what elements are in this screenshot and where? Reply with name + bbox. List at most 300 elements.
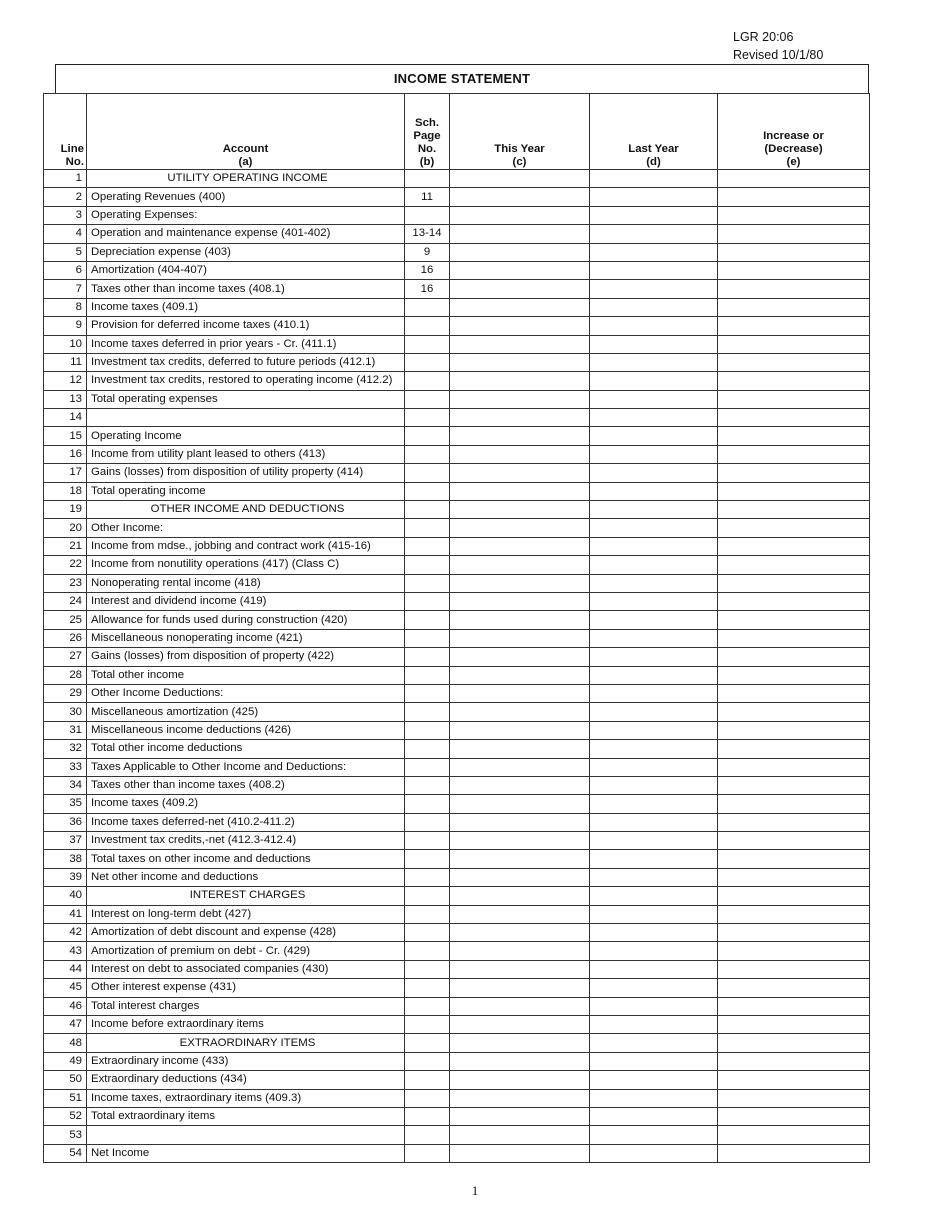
this-year-cell[interactable] (450, 942, 590, 960)
schedule-page-number (405, 960, 450, 978)
account-label: Taxes other than income taxes (408.1) (87, 280, 405, 298)
header-account: Account (a) (87, 94, 405, 170)
last-year-cell[interactable] (590, 556, 718, 574)
last-year-cell[interactable] (590, 813, 718, 831)
line-number: 26 (44, 629, 87, 647)
last-year-cell[interactable] (590, 1107, 718, 1125)
last-year-cell[interactable] (590, 206, 718, 224)
this-year-cell[interactable] (450, 519, 590, 537)
increase-decrease-cell[interactable] (718, 206, 870, 224)
increase-decrease-cell[interactable] (718, 280, 870, 298)
form-code: LGR 20:06 (733, 30, 794, 44)
increase-decrease-cell[interactable] (718, 1144, 870, 1162)
increase-decrease-cell[interactable] (718, 1107, 870, 1125)
last-year-cell[interactable] (590, 537, 718, 555)
schedule-page-number (405, 556, 450, 574)
table-row (44, 868, 870, 886)
table-row (44, 703, 870, 721)
last-year-cell[interactable] (590, 280, 718, 298)
line-number: 5 (44, 243, 87, 261)
increase-decrease-cell[interactable] (718, 721, 870, 739)
account-label: Provision for deferred income taxes (410.1) (87, 317, 405, 335)
account-label: Extraordinary deductions (434) (87, 1071, 405, 1089)
this-year-cell[interactable] (450, 887, 590, 905)
account-label: Operating Income (87, 427, 405, 445)
last-year-cell[interactable] (590, 684, 718, 702)
table-row (44, 684, 870, 702)
table-row (44, 464, 870, 482)
last-year-cell[interactable] (590, 703, 718, 721)
account-label: Gains (losses) from disposition of utility property (414) (87, 464, 405, 482)
increase-decrease-cell[interactable] (718, 905, 870, 923)
this-year-cell[interactable] (450, 353, 590, 371)
line-number: 28 (44, 666, 87, 684)
increase-decrease-cell[interactable] (718, 1071, 870, 1089)
last-year-cell[interactable] (590, 1089, 718, 1107)
line-number: 30 (44, 703, 87, 721)
this-year-cell[interactable] (450, 261, 590, 279)
increase-decrease-cell[interactable] (718, 924, 870, 942)
last-year-cell[interactable] (590, 335, 718, 353)
this-year-cell[interactable] (450, 335, 590, 353)
last-year-cell[interactable] (590, 776, 718, 794)
line-number: 1 (44, 170, 87, 188)
this-year-cell[interactable] (450, 868, 590, 886)
table-row (44, 776, 870, 794)
schedule-page-number (405, 850, 450, 868)
increase-decrease-cell[interactable] (718, 758, 870, 776)
schedule-page-number (405, 1144, 450, 1162)
increase-decrease-cell[interactable] (718, 1089, 870, 1107)
table-row (44, 1107, 870, 1125)
this-year-cell[interactable] (450, 850, 590, 868)
increase-decrease-cell[interactable] (718, 335, 870, 353)
this-year-cell[interactable] (450, 629, 590, 647)
account-label: Income taxes deferred-net (410.2-411.2) (87, 813, 405, 831)
increase-decrease-cell[interactable] (718, 960, 870, 978)
increase-decrease-cell[interactable] (718, 519, 870, 537)
last-year-cell[interactable] (590, 924, 718, 942)
increase-decrease-cell[interactable] (718, 703, 870, 721)
increase-decrease-cell[interactable] (718, 592, 870, 610)
table-row (44, 905, 870, 923)
this-year-cell[interactable] (450, 703, 590, 721)
this-year-cell[interactable] (450, 611, 590, 629)
last-year-cell[interactable] (590, 225, 718, 243)
last-year-cell[interactable] (590, 1126, 718, 1144)
this-year-cell[interactable] (450, 1071, 590, 1089)
increase-decrease-cell[interactable] (718, 556, 870, 574)
line-number: 24 (44, 592, 87, 610)
schedule-page-number (405, 537, 450, 555)
line-number: 40 (44, 887, 87, 905)
increase-decrease-cell[interactable] (718, 740, 870, 758)
last-year-cell[interactable] (590, 317, 718, 335)
line-number: 3 (44, 206, 87, 224)
this-year-cell[interactable] (450, 666, 590, 684)
statement-title-box (55, 64, 869, 93)
account-label: Investment tax credits,-net (412.3-412.4) (87, 832, 405, 850)
last-year-cell[interactable] (590, 261, 718, 279)
last-year-cell[interactable] (590, 795, 718, 813)
increase-decrease-cell[interactable] (718, 942, 870, 960)
table-row (44, 390, 870, 408)
last-year-cell[interactable] (590, 648, 718, 666)
table-row (44, 960, 870, 978)
last-year-cell[interactable] (590, 501, 718, 519)
increase-decrease-cell[interactable] (718, 850, 870, 868)
last-year-cell[interactable] (590, 850, 718, 868)
increase-decrease-cell[interactable] (718, 445, 870, 463)
account-label: Miscellaneous amortization (425) (87, 703, 405, 721)
account-label: Amortization of premium on debt - Cr. (429) (87, 942, 405, 960)
table-row (44, 574, 870, 592)
table-row (44, 1089, 870, 1107)
table-row (44, 1052, 870, 1070)
line-number: 22 (44, 556, 87, 574)
line-number: 52 (44, 1107, 87, 1125)
table-row (44, 942, 870, 960)
table-row (44, 1126, 870, 1144)
increase-decrease-cell[interactable] (718, 261, 870, 279)
increase-decrease-cell[interactable] (718, 1052, 870, 1070)
last-year-cell[interactable] (590, 243, 718, 261)
line-number: 19 (44, 501, 87, 519)
last-year-cell[interactable] (590, 482, 718, 500)
this-year-cell[interactable] (450, 758, 590, 776)
page-title: INCOME STATEMENT (393, 71, 531, 86)
this-year-cell[interactable] (450, 390, 590, 408)
last-year-cell[interactable] (590, 721, 718, 739)
schedule-page-number (405, 758, 450, 776)
increase-decrease-cell[interactable] (718, 979, 870, 997)
last-year-cell[interactable] (590, 1144, 718, 1162)
form-revised-date: Revised 10/1/80 (733, 48, 824, 62)
this-year-cell[interactable] (450, 721, 590, 739)
last-year-cell[interactable] (590, 997, 718, 1015)
table-row (44, 501, 870, 519)
this-year-cell[interactable] (450, 795, 590, 813)
table-row (44, 537, 870, 555)
table-row (44, 353, 870, 371)
this-year-cell[interactable] (450, 1126, 590, 1144)
last-year-cell[interactable] (590, 592, 718, 610)
last-year-cell[interactable] (590, 427, 718, 445)
line-number: 31 (44, 721, 87, 739)
increase-decrease-cell[interactable] (718, 317, 870, 335)
this-year-cell[interactable] (450, 317, 590, 335)
account-label: Other Income: (87, 519, 405, 537)
account-label: Miscellaneous income deductions (426) (87, 721, 405, 739)
schedule-page-number (405, 942, 450, 960)
last-year-cell[interactable] (590, 1015, 718, 1033)
this-year-cell[interactable] (450, 979, 590, 997)
table-row (44, 335, 870, 353)
increase-decrease-cell[interactable] (718, 372, 870, 390)
schedule-page-number (405, 519, 450, 537)
this-year-cell[interactable] (450, 574, 590, 592)
table-row (44, 206, 870, 224)
last-year-cell[interactable] (590, 666, 718, 684)
line-number: 42 (44, 924, 87, 942)
last-year-cell[interactable] (590, 445, 718, 463)
last-year-cell[interactable] (590, 740, 718, 758)
last-year-cell[interactable] (590, 758, 718, 776)
last-year-cell[interactable] (590, 887, 718, 905)
increase-decrease-cell[interactable] (718, 868, 870, 886)
table-row (44, 629, 870, 647)
table-row (44, 832, 870, 850)
schedule-page-number (405, 1052, 450, 1070)
schedule-page-number (405, 887, 450, 905)
table-row (44, 813, 870, 831)
last-year-cell[interactable] (590, 1071, 718, 1089)
schedule-page-number (405, 703, 450, 721)
this-year-cell[interactable] (450, 1034, 590, 1052)
last-year-cell[interactable] (590, 1034, 718, 1052)
line-number: 39 (44, 868, 87, 886)
last-year-cell[interactable] (590, 868, 718, 886)
last-year-cell[interactable] (590, 1052, 718, 1070)
this-year-cell[interactable] (450, 170, 590, 188)
increase-decrease-cell[interactable] (718, 170, 870, 188)
table-row (44, 979, 870, 997)
schedule-page-number (405, 335, 450, 353)
table-row (44, 795, 870, 813)
line-number: 45 (44, 979, 87, 997)
line-number: 12 (44, 372, 87, 390)
last-year-cell[interactable] (590, 979, 718, 997)
increase-decrease-cell[interactable] (718, 611, 870, 629)
table-row (44, 666, 870, 684)
this-year-cell[interactable] (450, 556, 590, 574)
increase-decrease-cell[interactable] (718, 832, 870, 850)
increase-decrease-cell[interactable] (718, 887, 870, 905)
this-year-cell[interactable] (450, 1107, 590, 1125)
account-label: Total operating income (87, 482, 405, 500)
line-number: 21 (44, 537, 87, 555)
this-year-cell[interactable] (450, 280, 590, 298)
this-year-cell[interactable] (450, 188, 590, 206)
account-label: Operating Expenses: (87, 206, 405, 224)
line-number: 23 (44, 574, 87, 592)
table-row (44, 740, 870, 758)
table-row (44, 519, 870, 537)
this-year-cell[interactable] (450, 1144, 590, 1162)
increase-decrease-cell[interactable] (718, 666, 870, 684)
account-label: Total operating expenses (87, 390, 405, 408)
last-year-cell[interactable] (590, 409, 718, 427)
schedule-page-number (405, 592, 450, 610)
last-year-cell[interactable] (590, 464, 718, 482)
last-year-cell[interactable] (590, 960, 718, 978)
line-number: 16 (44, 445, 87, 463)
last-year-cell[interactable] (590, 353, 718, 371)
account-label: Amortization of debt discount and expense (428) (87, 924, 405, 942)
schedule-page-number (405, 997, 450, 1015)
this-year-cell[interactable] (450, 813, 590, 831)
this-year-cell[interactable] (450, 225, 590, 243)
this-year-cell[interactable] (450, 905, 590, 923)
account-label: OTHER INCOME AND DEDUCTIONS (87, 501, 405, 519)
line-number: 9 (44, 317, 87, 335)
increase-decrease-cell[interactable] (718, 574, 870, 592)
table-row (44, 850, 870, 868)
increase-decrease-cell[interactable] (718, 776, 870, 794)
increase-decrease-cell[interactable] (718, 1015, 870, 1033)
increase-decrease-cell[interactable] (718, 464, 870, 482)
this-year-cell[interactable] (450, 592, 590, 610)
account-label: Taxes Applicable to Other Income and Deductions: (87, 758, 405, 776)
last-year-cell[interactable] (590, 519, 718, 537)
this-year-cell[interactable] (450, 206, 590, 224)
header-line-no: Line No. (44, 94, 87, 170)
line-number: 6 (44, 261, 87, 279)
line-number: 37 (44, 832, 87, 850)
schedule-page-number (405, 611, 450, 629)
last-year-cell[interactable] (590, 611, 718, 629)
this-year-cell[interactable] (450, 501, 590, 519)
this-year-cell[interactable] (450, 648, 590, 666)
this-year-cell[interactable] (450, 832, 590, 850)
this-year-cell[interactable] (450, 409, 590, 427)
this-year-cell[interactable] (450, 482, 590, 500)
increase-decrease-cell[interactable] (718, 353, 870, 371)
table-row (44, 556, 870, 574)
line-number: 13 (44, 390, 87, 408)
page-number: 1 (471, 1183, 479, 1198)
table-row (44, 1144, 870, 1162)
last-year-cell[interactable] (590, 298, 718, 316)
line-number: 2 (44, 188, 87, 206)
schedule-page-number (405, 1015, 450, 1033)
schedule-page-number (405, 868, 450, 886)
schedule-page-number (405, 1089, 450, 1107)
this-year-cell[interactable] (450, 1015, 590, 1033)
this-year-cell[interactable] (450, 1089, 590, 1107)
increase-decrease-cell[interactable] (718, 684, 870, 702)
this-year-cell[interactable] (450, 445, 590, 463)
increase-decrease-cell[interactable] (718, 997, 870, 1015)
account-label: Income from mdse., jobbing and contract work (415-16) (87, 537, 405, 555)
this-year-cell[interactable] (450, 464, 590, 482)
account-label: Gains (losses) from disposition of property (422) (87, 648, 405, 666)
increase-decrease-cell[interactable] (718, 501, 870, 519)
increase-decrease-cell[interactable] (718, 225, 870, 243)
line-number: 54 (44, 1144, 87, 1162)
account-label: Income taxes (409.1) (87, 298, 405, 316)
schedule-page-number (405, 1071, 450, 1089)
increase-decrease-cell[interactable] (718, 813, 870, 831)
increase-decrease-cell[interactable] (718, 298, 870, 316)
line-number: 8 (44, 298, 87, 316)
increase-decrease-cell[interactable] (718, 427, 870, 445)
schedule-page-number (405, 445, 450, 463)
increase-decrease-cell[interactable] (718, 795, 870, 813)
increase-decrease-cell[interactable] (718, 648, 870, 666)
line-number: 36 (44, 813, 87, 831)
this-year-cell[interactable] (450, 372, 590, 390)
schedule-page-number (405, 1107, 450, 1125)
line-number: 51 (44, 1089, 87, 1107)
table-row (44, 611, 870, 629)
table-row (44, 1034, 870, 1052)
increase-decrease-cell[interactable] (718, 409, 870, 427)
table-row (44, 170, 870, 188)
this-year-cell[interactable] (450, 924, 590, 942)
schedule-page-number (405, 1126, 450, 1144)
line-number: 38 (44, 850, 87, 868)
last-year-cell[interactable] (590, 942, 718, 960)
last-year-cell[interactable] (590, 390, 718, 408)
account-label: Allowance for funds used during construction (420) (87, 611, 405, 629)
header-row (44, 94, 870, 170)
table-row (44, 298, 870, 316)
account-label: Extraordinary income (433) (87, 1052, 405, 1070)
increase-decrease-cell[interactable] (718, 1126, 870, 1144)
line-number: 48 (44, 1034, 87, 1052)
schedule-page-number (405, 666, 450, 684)
increase-decrease-cell[interactable] (718, 188, 870, 206)
table-row (44, 887, 870, 905)
table-row (44, 445, 870, 463)
account-label: Income taxes deferred in prior years - Cr. (411.1) (87, 335, 405, 353)
line-number: 20 (44, 519, 87, 537)
last-year-cell[interactable] (590, 832, 718, 850)
this-year-cell[interactable] (450, 243, 590, 261)
line-number: 34 (44, 776, 87, 794)
this-year-cell[interactable] (450, 960, 590, 978)
account-label: Taxes other than income taxes (408.2) (87, 776, 405, 794)
account-label: INTEREST CHARGES (87, 887, 405, 905)
line-number: 17 (44, 464, 87, 482)
schedule-page-number (405, 979, 450, 997)
table-row (44, 924, 870, 942)
last-year-cell[interactable] (590, 188, 718, 206)
last-year-cell[interactable] (590, 170, 718, 188)
schedule-page-number (405, 427, 450, 445)
increase-decrease-cell[interactable] (718, 629, 870, 647)
line-number: 25 (44, 611, 87, 629)
line-number: 29 (44, 684, 87, 702)
schedule-page-number (405, 298, 450, 316)
table-row (44, 243, 870, 261)
table-row (44, 280, 870, 298)
account-label: Other interest expense (431) (87, 979, 405, 997)
line-number: 10 (44, 335, 87, 353)
this-year-cell[interactable] (450, 684, 590, 702)
header-schedule-page: Sch. Page No. (b) (405, 94, 450, 170)
this-year-cell[interactable] (450, 427, 590, 445)
last-year-cell[interactable] (590, 629, 718, 647)
increase-decrease-cell[interactable] (718, 537, 870, 555)
increase-decrease-cell[interactable] (718, 243, 870, 261)
increase-decrease-cell[interactable] (718, 390, 870, 408)
this-year-cell[interactable] (450, 740, 590, 758)
schedule-page-number (405, 905, 450, 923)
this-year-cell[interactable] (450, 1052, 590, 1070)
last-year-cell[interactable] (590, 574, 718, 592)
last-year-cell[interactable] (590, 905, 718, 923)
this-year-cell[interactable] (450, 537, 590, 555)
increase-decrease-cell[interactable] (718, 482, 870, 500)
schedule-page-number (405, 813, 450, 831)
last-year-cell[interactable] (590, 372, 718, 390)
this-year-cell[interactable] (450, 776, 590, 794)
this-year-cell[interactable] (450, 997, 590, 1015)
this-year-cell[interactable] (450, 298, 590, 316)
increase-decrease-cell[interactable] (718, 1034, 870, 1052)
